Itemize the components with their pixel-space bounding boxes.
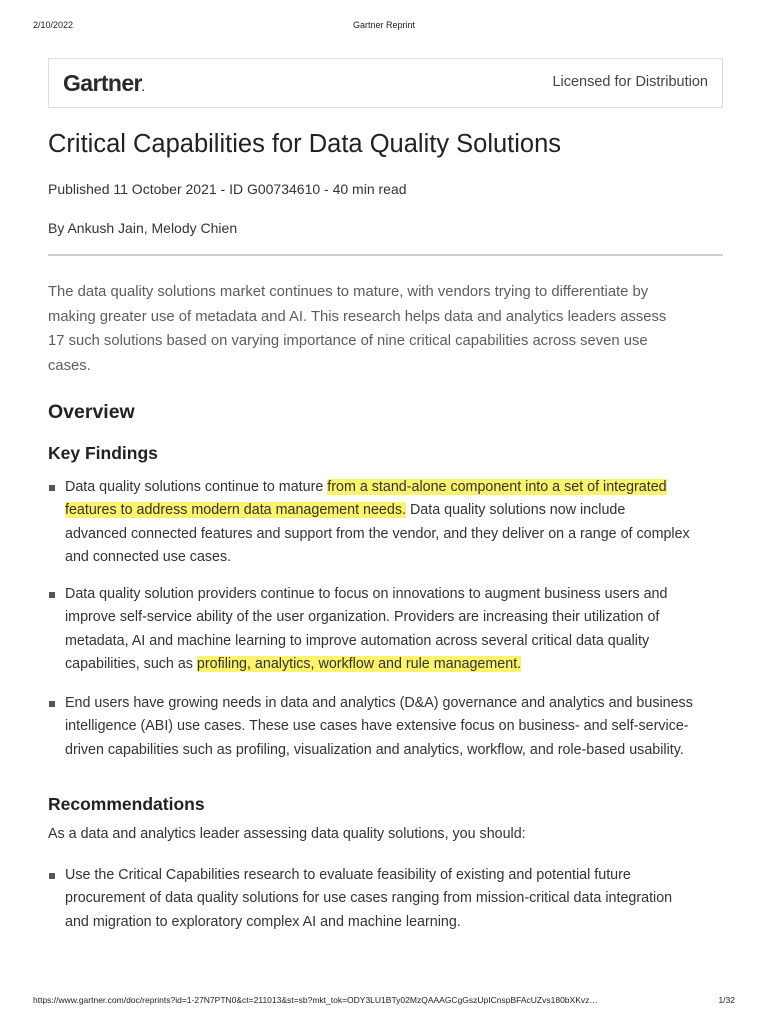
- highlighted-text: features to address modern data management needs.: [65, 502, 406, 519]
- recommendations-intro: As a data and analytics leader assessing data quality solutions, you should:: [48, 826, 526, 842]
- highlighted-text: from a stand-alone component into a set of integrated: [327, 479, 667, 495]
- bullet-square-icon: [49, 701, 55, 707]
- summary-line: making greater use of metadata and AI. This research helps data and analytics leaders assess: [48, 308, 667, 325]
- gartner-banner: [48, 58, 723, 108]
- divider: [48, 254, 723, 256]
- bullet-square-icon: [49, 873, 55, 879]
- reprint-url[interactable]: https://www.gartner.com/doc/reprints?id=1-27N7PTN0&ct=211013&st=sb?mkt_tok=ODY3LU1BTy02MzQAAAGCgGszUpICnspBFAcUZvs180bXKvz…: [33, 995, 598, 1005]
- print-footer: [33, 995, 735, 1007]
- summary-line: 17 such solutions based on varying importance of nine critical capabilities across seven use: [48, 333, 648, 349]
- highlighted-text: profiling, analytics, workflow and rule management.: [196, 655, 522, 672]
- summary-line: cases.: [48, 357, 91, 374]
- key-findings-heading: Key Findings: [48, 443, 158, 463]
- overview-heading: Overview: [48, 401, 135, 423]
- bullet-square-icon: [49, 485, 55, 491]
- publication-meta: Published 11 October 2021 - ID G00734610 - 40 min read: [48, 181, 407, 197]
- recommendations-heading: Recommendations: [48, 794, 205, 814]
- summary-line: The data quality solutions market continues to mature, with vendors trying to differentiate by: [48, 284, 649, 300]
- page-title: Critical Capabilities for Data Quality Solutions: [48, 130, 562, 158]
- print-date: 2/10/2022: [33, 20, 74, 30]
- bullet-square-icon: [49, 592, 55, 598]
- gartner-logo[interactable]: Gartner.: [63, 70, 145, 96]
- license-label: Licensed for Distribution: [552, 74, 708, 90]
- print-header: [33, 20, 735, 32]
- authors: By Ankush Jain, Melody Chien: [48, 220, 238, 236]
- summary-paragraph: [48, 280, 723, 378]
- page-number: 1/32: [718, 995, 735, 1005]
- print-title: Gartner Reprint: [352, 20, 416, 30]
